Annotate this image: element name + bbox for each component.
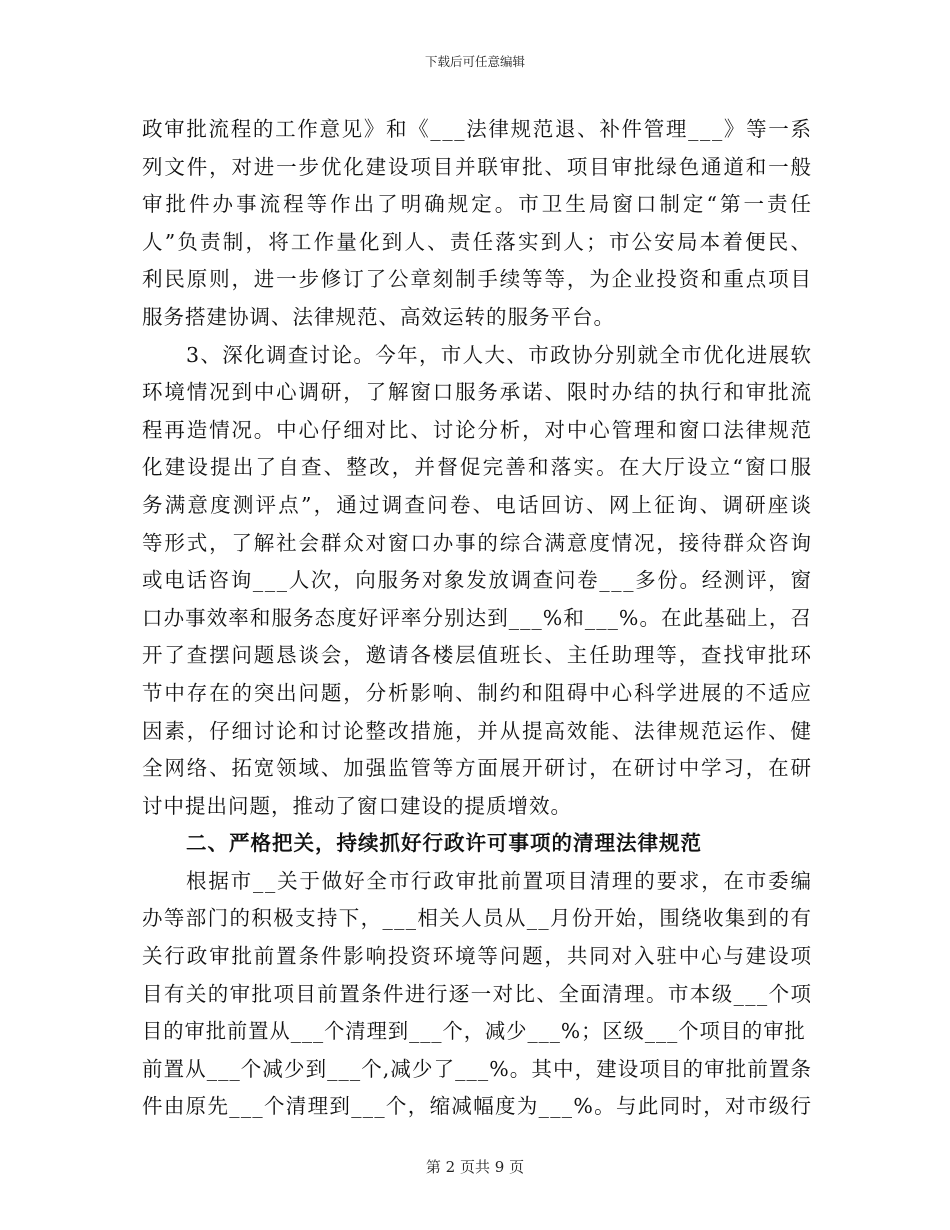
body-text-line: 全网络、拓宽领域、加强监管等方面展开研讨，在研讨中学习，在研 bbox=[142, 756, 813, 781]
document-body bbox=[142, 114, 815, 1129]
page-footer: 第 2 页共 9 页 bbox=[425, 1158, 525, 1176]
body-text-line: 因素，仔细讨论和讨论整改措施，并从提高效能、法律规范运作、健 bbox=[142, 718, 813, 743]
body-text-line: 件由原先___个清理到___个，缩减幅度为___%。与此同时，对市级行 bbox=[142, 1094, 813, 1119]
body-text-line: 办等部门的积极支持下，___相关人员从__月份开始，围绕收集到的有 bbox=[142, 906, 813, 931]
body-text-line: 或电话咨询___人次，向服务对象发放调查问卷___多份。经测评，窗 bbox=[142, 568, 813, 593]
body-text-line: 关行政审批前置条件影响投资环境等问题，共同对入驻中心与建设项 bbox=[142, 944, 813, 969]
body-text-line: 务满意度测评点”，通过调查问卷、电话回访、网上征询、调研座谈 bbox=[142, 492, 814, 517]
page-header: 下载后可任意编辑 bbox=[424, 54, 525, 69]
body-text-line: 前置从___个减少到___个,减少了___%。其中，建设项目的审批前置条 bbox=[142, 1056, 813, 1081]
section-heading: 二、严格把关，持续抓好行政许可事项的清理法律规范 bbox=[186, 831, 702, 856]
body-text-line: 口办事效率和服务态度好评率分别达到___%和___%。在此基础上，召 bbox=[142, 605, 813, 630]
body-text-line: 讨中提出问题，推动了窗口建设的提质增效。 bbox=[142, 793, 572, 818]
body-text-line: 目的审批前置从___个清理到___个，减少___%；区级___个项目的审批 bbox=[142, 1019, 806, 1044]
body-text-line: 开了查摆问题恳谈会，邀请各楼层值班长、主任助理等，查找审批环 bbox=[142, 643, 813, 668]
body-text-line: 3、深化调查讨论。今年，市人大、市政协分别就全市优化进展软 bbox=[186, 342, 813, 367]
body-text-line: 目有关的审批项目前置条件进行逐一对比、全面清理。市本级___个项 bbox=[142, 981, 813, 1006]
body-text-line: 节中存在的突出问题，分析影响、制约和阻碍中心科学进展的不适应 bbox=[142, 680, 813, 705]
body-text-line: 服务搭建协调、法律规范、高效运转的服务平台。 bbox=[142, 304, 615, 329]
body-text-line: 政审批流程的工作意见》和《___法律规范退、补件管理___》等一系 bbox=[142, 117, 813, 141]
body-text-line: 审批件办事流程等作出了明确规定。市卫生局窗口制定“第一责任 bbox=[142, 192, 815, 217]
body-text-line: 程再造情况。中心仔细对比、讨论分析，对中心管理和窗口法律规范 bbox=[142, 417, 813, 442]
body-text-line: 列文件，对进一步优化建设项目并联审批、项目审批绿色通道和一般 bbox=[142, 154, 813, 179]
body-text-line: 环境情况到中心调研，了解窗口服务承诺、限时办结的执行和审批流 bbox=[142, 380, 813, 405]
body-text-line: 利民原则，进一步修订了公章刻制手续等等，为企业投资和重点项目 bbox=[142, 267, 813, 292]
body-text-line: 根据市__关于做好全市行政审批前置项目清理的要求，在市委编 bbox=[186, 868, 813, 893]
body-text-line: 人”负责制，将工作量化到人、责任落实到人；市公安局本着便民、 bbox=[142, 229, 814, 254]
body-text-line: 等形式，了解社会群众对窗口办事的综合满意度情况，接待群众咨询 bbox=[142, 530, 813, 555]
body-text-line: 化建设提出了自查、整改，并督促完善和落实。在大厅设立“窗口服 bbox=[142, 455, 814, 480]
